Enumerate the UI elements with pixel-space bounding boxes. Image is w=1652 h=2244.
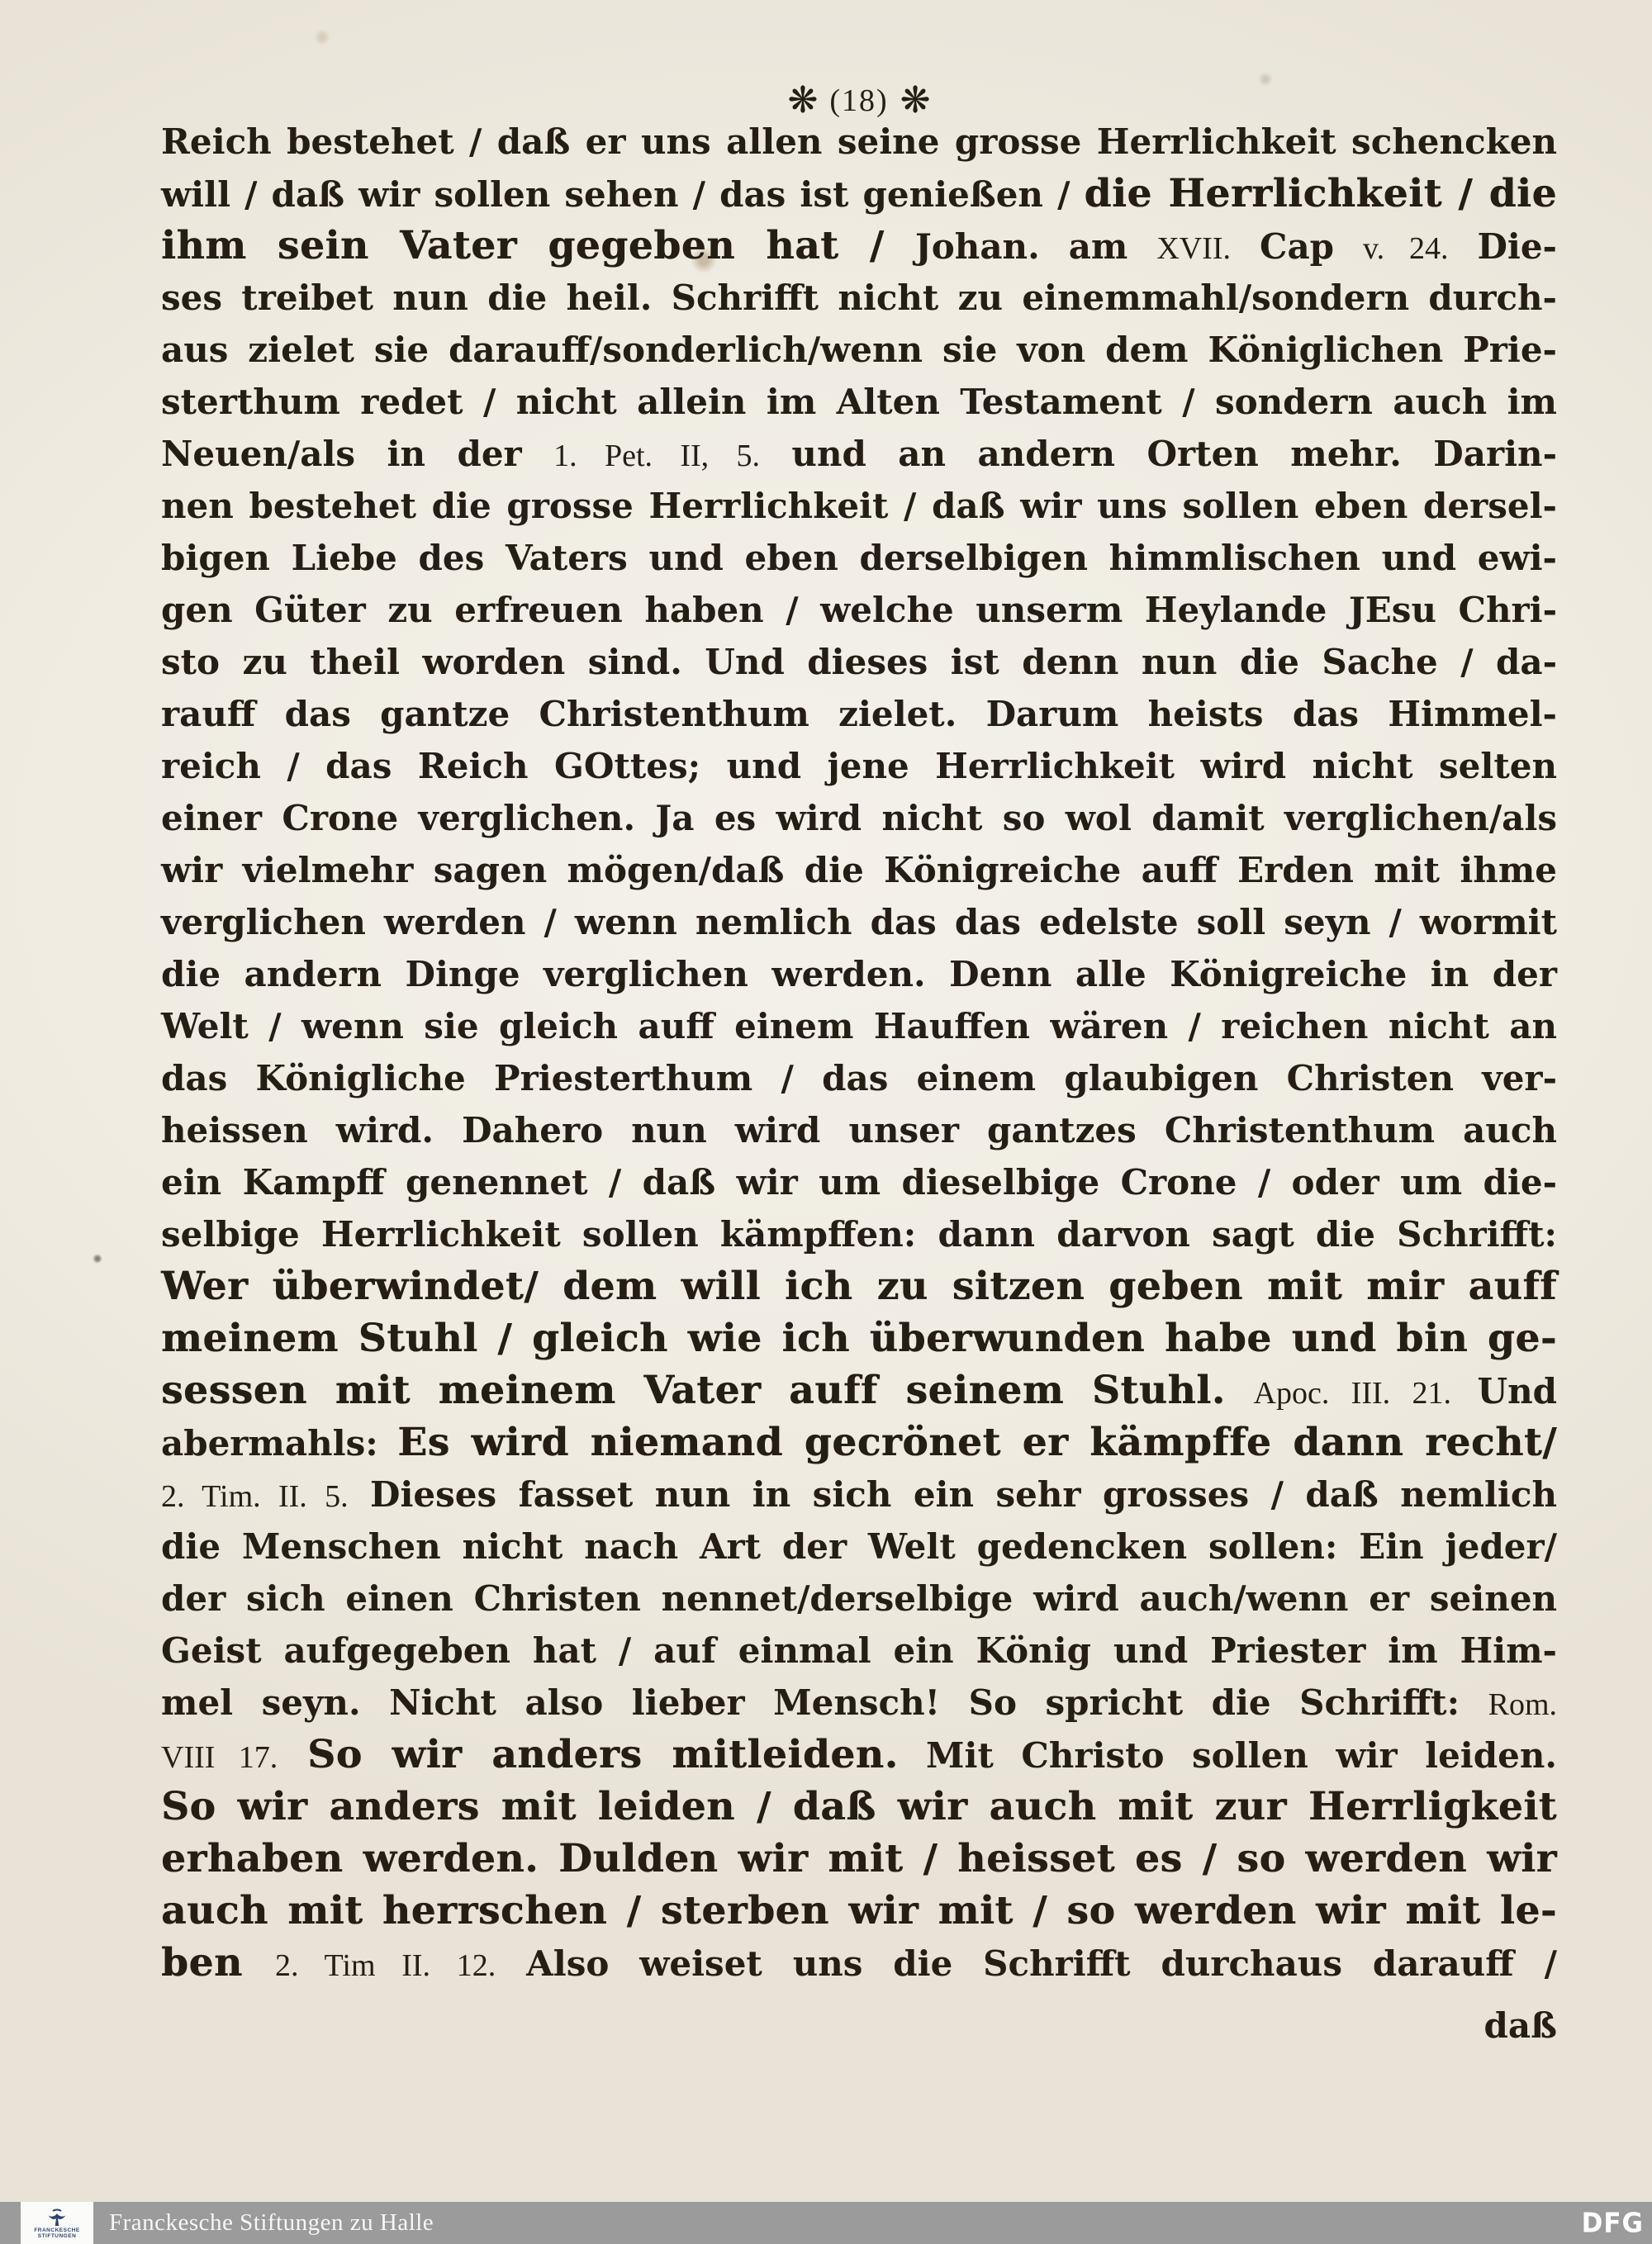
text-line [161,1052,1557,1104]
text-segment: So wir anders mit leiden / daß wir auch mit zur Herrligkeit [161,1784,1557,1829]
text-segment: auch mit herrschen / sterben wir mit / so werden wir mit le- [161,1888,1557,1933]
text-line [161,948,1557,1000]
text-line [161,896,1557,948]
text-line [161,1521,1557,1573]
text-line [161,1000,1557,1052]
page-number: (18) [829,83,889,118]
text-line [161,1260,1557,1312]
text-segment: die Menschen nicht nach Art der Welt gedencken sollen: Ein jeder/ [161,1526,1557,1567]
text-segment: rauff das gantze Christenthum zielet. Darum heists das Himmel- [161,694,1557,734]
logo-line2: STIFTUNGEN [37,2233,77,2239]
text-line [161,688,1557,740]
eagle-sun-emblem-icon [45,2208,69,2227]
text-segment: Neuen/als in der [161,434,554,474]
text-line [161,428,1557,480]
text-line [161,1729,1557,1781]
text-segment: der sich einen Christen nennet/derselbige wird auch/wenn er seinen [161,1578,1557,1619]
text-segment: gen Güter zu erfreuen haben / welche unserm Heylande JEsu Chri- [161,590,1557,630]
logo-wordmark [34,2227,79,2239]
text-line [161,1833,1557,1885]
text-line [161,324,1557,376]
text-segment: Es wird niemand gecrönet er kämpffe dann recht/ [397,1420,1557,1465]
text-segment: 2. Tim. II. 5. [161,1479,349,1514]
text-segment: Mit Christo sollen wir leiden. [898,1735,1558,1776]
text-line [161,1573,1557,1625]
text-line [161,116,1557,168]
text-line [161,220,1557,272]
text-block [161,116,1557,1989]
text-segment: Also weiset uns die Schrifft durchaus darauff / [496,1943,1557,1984]
text-segment: sessen mit meinem Vater auff seinem Stuhl. [161,1368,1254,1413]
text-segment: Johan. am [914,226,1157,267]
text-line [161,1781,1557,1833]
text-segment: Reich bestehet / daß er uns allen seine grosse Herrlichkeit schencken [161,121,1557,162]
text-line [161,1312,1557,1364]
text-line [161,272,1557,324]
text-line [161,1156,1557,1208]
text-line [161,1937,1557,1989]
text-segment: will / daß wir sollen sehen / das ist genießen / [161,174,1085,215]
text-segment: und an andern Orten mehr. Darin- [759,434,1557,474]
text-line [161,1468,1557,1521]
text-segment: heissen wird. Dahero nun wird unser gantzes Christenthum auch [161,1110,1557,1150]
text-segment: VIII 17. [161,1740,278,1775]
text-segment: abermahls: [161,1423,398,1464]
text-line [161,636,1557,688]
text-line [161,1104,1557,1156]
text-segment: Die- [1448,226,1557,267]
catchword: daß [1483,2005,1557,2046]
text-segment: Wer überwindet/ dem will ich zu sitzen geben mit mir auff [161,1264,1557,1309]
logo-line1: FRANCKESCHE [34,2227,80,2233]
text-segment: sterthum redet / nicht allein im Alten Testament / sondern auch im [161,382,1557,422]
text-line [161,584,1557,636]
text-line [161,1416,1557,1468]
text-line [161,168,1557,220]
text-line [161,844,1557,896]
text-segment: selbige Herrlichkeit sollen kämpffen: dann darvon sagt die Schrifft: [161,1214,1557,1255]
text-segment: bigen Liebe des Vaters und eben derselbigen himmlischen und ewi- [161,538,1557,578]
text-segment: sto zu theil worden sind. Und dieses ist denn nun die Sache / da- [161,642,1557,682]
fleuron-right-icon: ❋ [900,79,931,121]
text-segment: wir vielmehr sagen mögen/daß die Königreiche auff Erden mit ihme [161,850,1557,890]
text-segment: Rom. [1488,1687,1557,1722]
text-line [161,740,1557,792]
text-line [161,1364,1557,1416]
text-line [161,1208,1557,1260]
text-segment: die andern Dinge verglichen werden. Denn alle Königreiche in der [161,954,1557,994]
text-segment: erhaben werden. Dulden wir mit / heisset es / so werden wir [161,1836,1557,1881]
text-segment: Welt / wenn sie gleich auff einem Hauffen wären / reichen nicht an [161,1006,1557,1046]
text-segment: Cap [1231,226,1364,267]
text-segment: So wir anders mitleiden. [278,1732,899,1777]
text-segment: die Herrlichkeit / die [1084,171,1557,216]
text-segment: verglichen werden / wenn nemlich das das edelste soll seyn / wormit [161,902,1557,942]
text-line [161,1885,1557,1937]
text-segment: XVII. [1156,231,1232,266]
text-segment: v. 24. [1363,231,1449,266]
text-line [161,532,1557,584]
text-segment: Und [1450,1371,1557,1411]
text-segment: nen bestehet die grosse Herrlichkeit / daß wir uns sollen eben dersel- [161,486,1557,526]
text-segment: reich / das Reich GOttes; und jene Herrlichkeit wird nicht selten [161,746,1557,786]
text-segment: einer Crone verglichen. Ja es wird nicht so wol damit verglichen/als [161,798,1557,838]
fleuron-left-icon: ❋ [787,79,819,121]
text-segment: Geist aufgegeben hat / auf einmal ein König und Priester im Him- [161,1630,1557,1671]
text-line [161,792,1557,844]
text-segment: mel seyn. Nicht also lieber Mensch! So spricht die Schrifft: [161,1682,1488,1723]
institution-label: Franckesche Stiftungen zu Halle [109,2209,434,2236]
dfg-logo: DFG [1581,2208,1644,2239]
text-line [161,1677,1557,1729]
text-segment: ben [161,1940,275,1985]
text-segment: Apoc. III. 21. [1253,1376,1451,1411]
franckesche-stiftungen-logo [21,2202,93,2244]
text-segment: aus zielet sie darauff/sonderlich/wenn sie von dem Königlichen Prie- [161,330,1557,370]
text-line [161,480,1557,532]
text-segment: ses treibet nun die heil. Schrifft nicht zu einemmahl/sondern durch- [161,278,1557,318]
text-segment: ein Kampff genennet / daß wir um dieselbige Crone / oder um die- [161,1162,1557,1203]
text-line [161,1625,1557,1677]
text-segment: 1. Pet. II, 5. [553,439,760,473]
text-segment: meinem Stuhl / gleich wie ich überwunden habe und bin ge- [161,1316,1557,1361]
text-line [161,376,1557,428]
text-segment: 2. Tim II. 12. [274,1948,496,1983]
text-segment: Dieses fasset nun in sich ein sehr grosses / daß nemlich [348,1474,1557,1515]
text-segment: ihm sein Vater gegeben hat / [161,223,915,268]
text-segment: das Königliche Priesterthum / das einem glaubigen Christen ver- [161,1058,1557,1098]
